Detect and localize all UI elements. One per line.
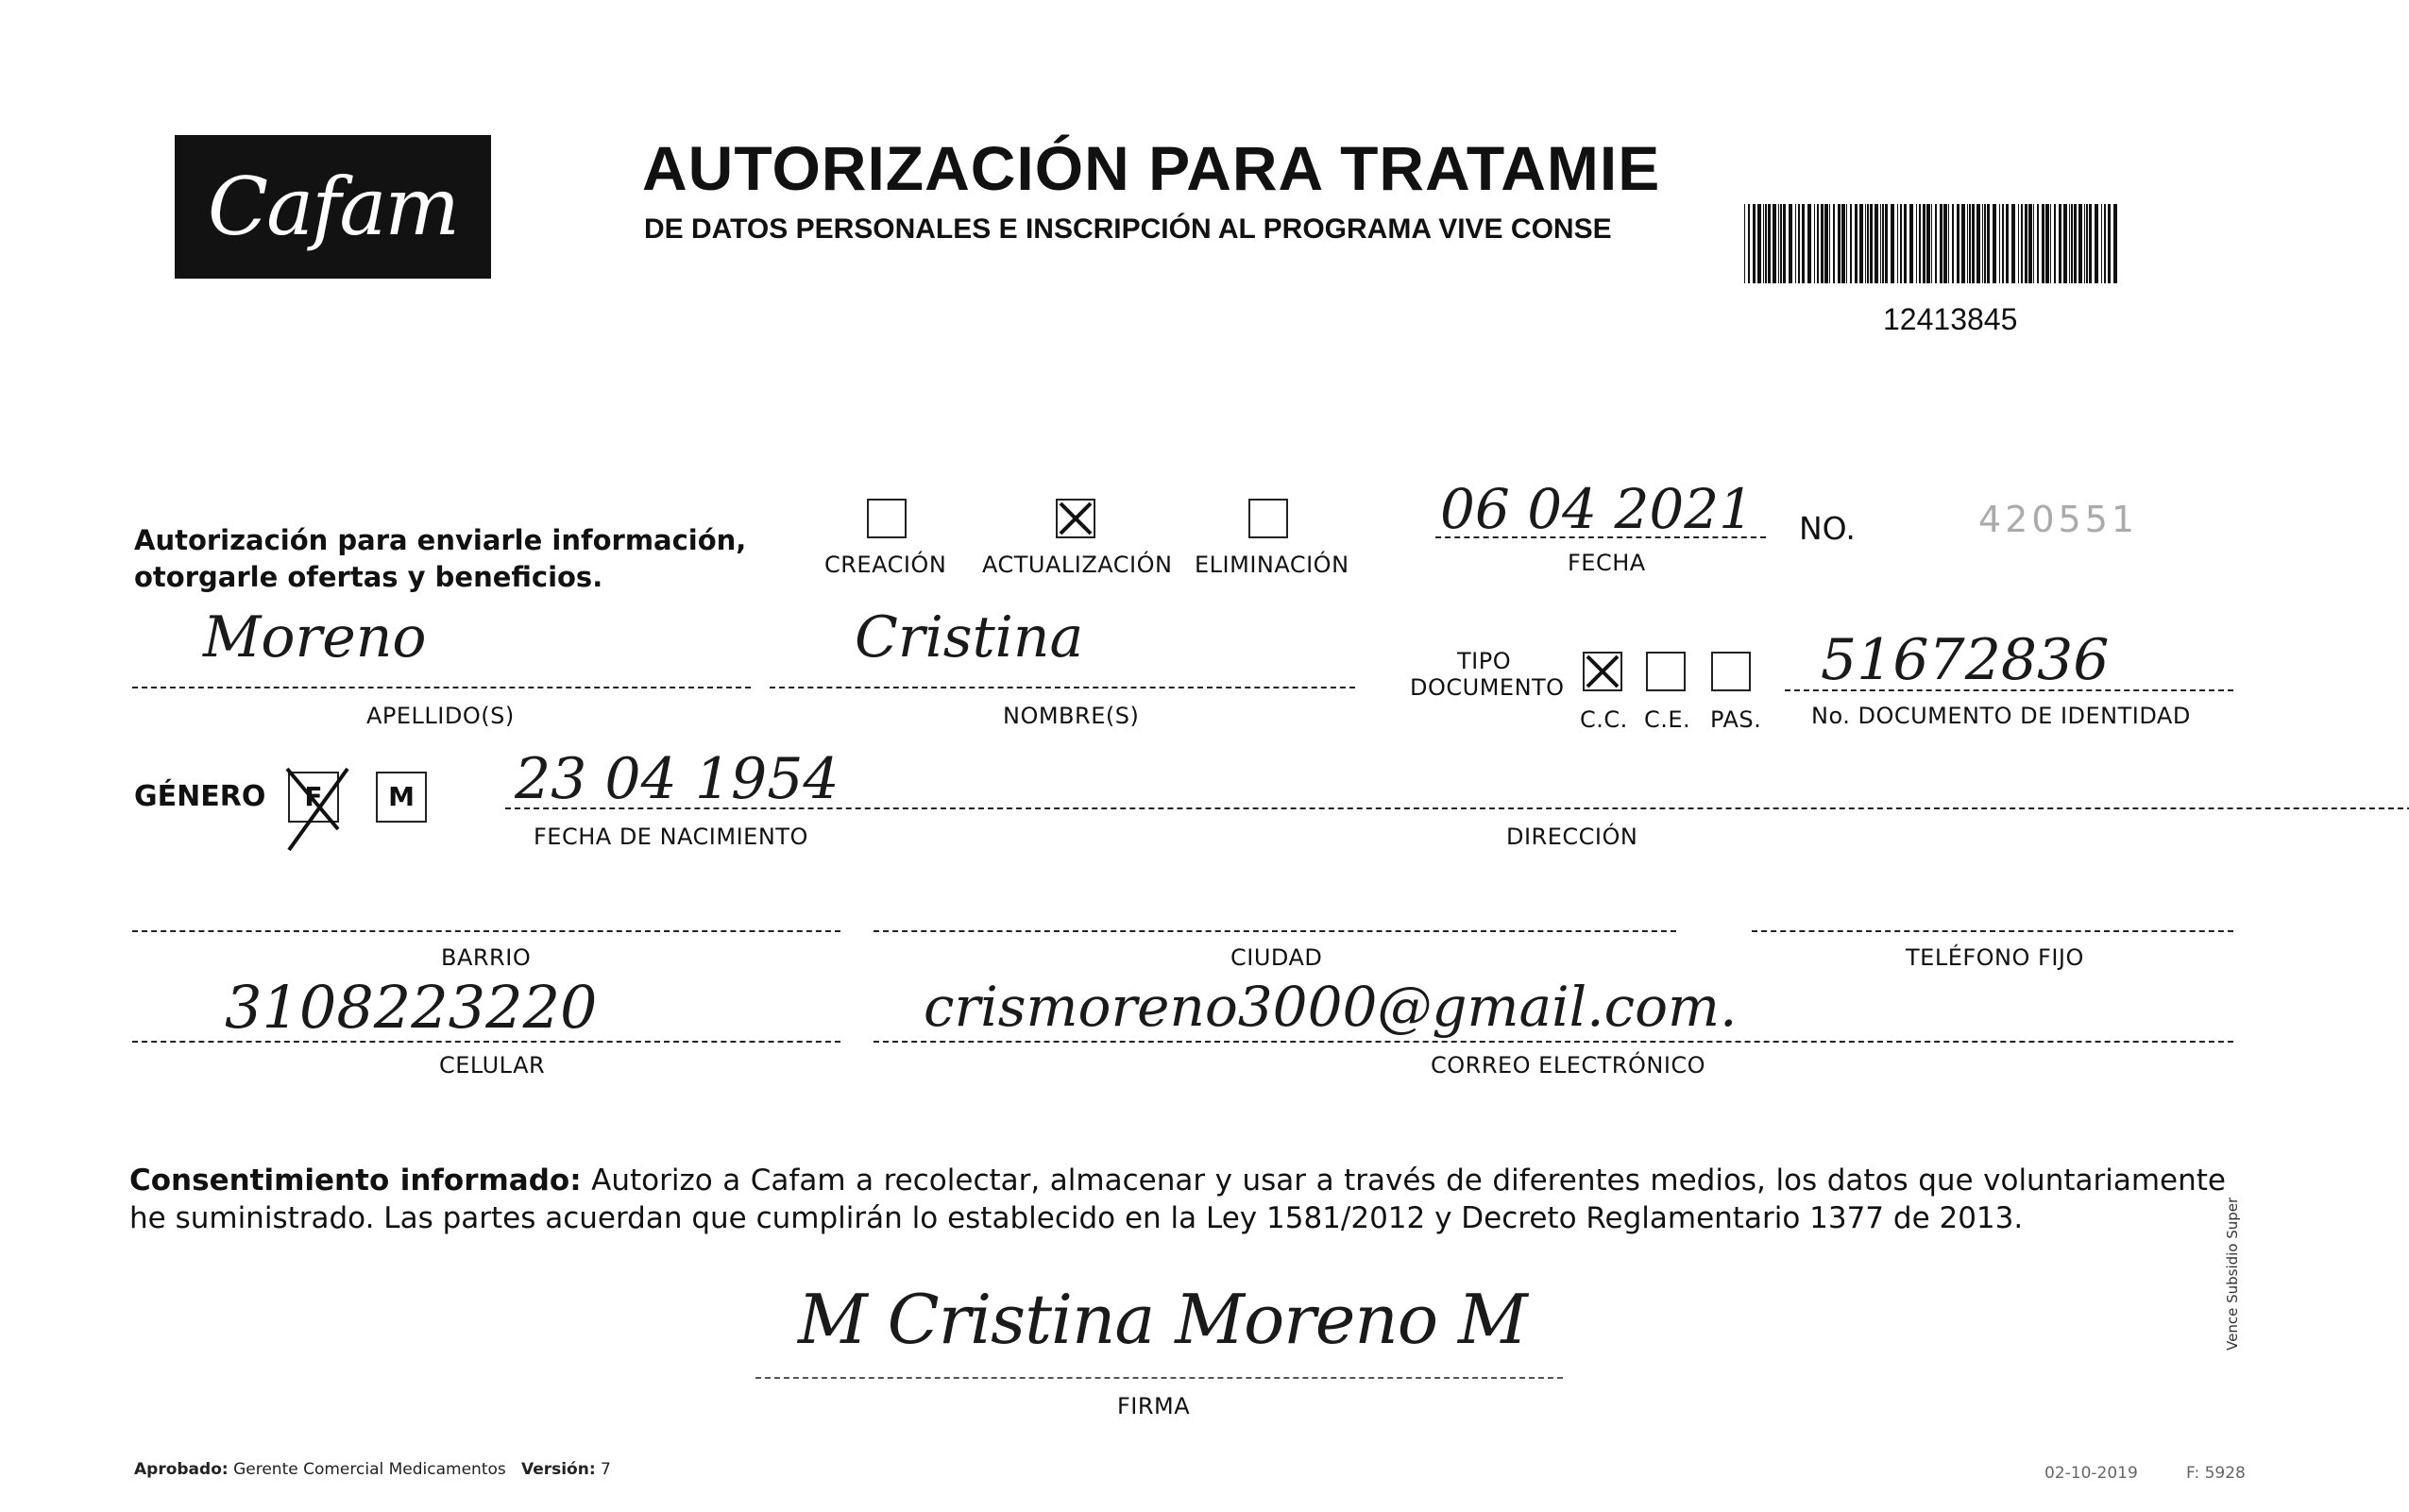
barcode-bar (2101, 204, 2102, 283)
barcode-bar (2037, 204, 2039, 283)
barcode-bar (1882, 204, 1884, 283)
barcode-bar (1900, 204, 1902, 283)
doc-number-line (1785, 689, 2233, 691)
barcode-bar (2018, 204, 2019, 283)
barcode-bar (1993, 204, 1996, 283)
barcode-bar (2069, 204, 2070, 283)
barcode-bar (1909, 204, 1913, 283)
check-mark-icon (1058, 501, 1094, 536)
consent-heading: Consentimiento informado: (129, 1164, 582, 1198)
barcode-bar (1795, 204, 1796, 283)
check-mark-icon (281, 763, 357, 854)
barcode-bar (2113, 204, 2117, 283)
approved-label: Aprobado: (134, 1460, 229, 1479)
logo-text: Cafam (207, 161, 459, 253)
barcode-bar (1926, 204, 1930, 283)
cc-label: C.C. (1580, 706, 1628, 733)
doc-number-label: No. DOCUMENTO DE IDENTIDAD (1811, 703, 2191, 729)
form-title: AUTORIZACIÓN PARA TRATAMIE (642, 133, 1661, 203)
version-label: Versión: (520, 1460, 596, 1479)
ce-checkbox[interactable] (1646, 652, 1686, 691)
barcode-bar (2089, 204, 2092, 283)
barcode-bar (1833, 204, 1835, 283)
barcode-bar (1838, 204, 1841, 283)
barcode-bar (1768, 204, 1771, 283)
barcode-bar (1865, 204, 1866, 283)
barcode-bar (2050, 204, 2051, 283)
gender-label: GÉNERO (134, 780, 266, 813)
barcode-bar (1957, 204, 1959, 283)
barcode (1742, 204, 2120, 283)
mobile-line (132, 1041, 840, 1043)
doc-number-value: 51672836 (1821, 627, 2110, 693)
version-value: 7 (601, 1460, 611, 1479)
barcode-bar (2054, 204, 2056, 283)
phone-label: TELÉFONO FIJO (1906, 944, 2084, 971)
barcode-bar (2086, 204, 2088, 283)
barcode-bar (1753, 204, 1756, 283)
surname-line (132, 687, 751, 688)
consent-text (129, 1162, 2226, 1237)
doc-type-label-1: TIPO (1457, 648, 1512, 674)
barcode-bar (2033, 204, 2034, 283)
form-subtitle: DE DATOS PERSONALES E INSCRIPCIÓN AL PROGRAMA VIVE CONSE (644, 213, 1612, 245)
barcode-bar (1931, 204, 1932, 283)
pas-checkbox[interactable] (1711, 652, 1751, 691)
barcode-bar (1798, 204, 1800, 283)
cafam-logo (175, 135, 491, 279)
ciudad-line (874, 930, 1676, 932)
barcode-bar (1969, 204, 1971, 283)
barcode-bar (1940, 204, 1942, 283)
birth-date-label: FECHA DE NACIMIENTO (534, 824, 808, 850)
date-line (1435, 536, 1766, 538)
barcode-bar (1850, 204, 1852, 283)
barcode-bar (2021, 204, 2023, 283)
barcode-bar (1763, 204, 1764, 283)
authorization-line-1: Autorización para enviarle información, (134, 524, 747, 556)
barcode-bar (1880, 204, 1881, 283)
ce-label: C.E. (1644, 706, 1691, 733)
barcode-bar (1897, 204, 1898, 283)
ciudad-label: CIUDAD (1230, 944, 1323, 971)
barcode-bar (2078, 204, 2082, 283)
form-number: 420551 (1978, 499, 2139, 540)
barcode-bar (2104, 204, 2106, 283)
barcode-bar (1943, 204, 1947, 283)
barcode-bar (1982, 204, 1983, 283)
creacion-label: CREACIÓN (824, 552, 947, 578)
barcode-bar (1744, 204, 1745, 283)
approved-value: Gerente Comercial Medicamentos (233, 1460, 506, 1479)
date-label: FECHA (1568, 550, 1646, 576)
signature-label: FIRMA (1117, 1393, 1191, 1419)
barcode-bar (1817, 204, 1819, 283)
barcode-bar (1778, 204, 1779, 283)
barcode-bar (1789, 204, 1792, 283)
barcode-bar (1867, 204, 1869, 283)
barcode-bar (1935, 204, 1937, 283)
barcode-bar (1875, 204, 1878, 283)
barcode-bar (1891, 204, 1894, 283)
birth-address-line (505, 807, 2409, 809)
authorization-line-2: otorgarle ofertas y beneficios. (134, 561, 603, 593)
mobile-value: 3108223220 (225, 973, 598, 1042)
signature-value: M Cristina Moreno M (798, 1280, 1527, 1359)
barcode-bar (1783, 204, 1786, 283)
actualizacion-label: ACTUALIZACIÓN (982, 552, 1173, 578)
barcode-bar (2063, 204, 2067, 283)
signature-line (755, 1377, 1563, 1379)
barcode-bar (1802, 204, 1805, 283)
barcode-bar (2045, 204, 2049, 283)
mobile-label: CELULAR (439, 1052, 546, 1079)
barcode-bar (1967, 204, 1968, 283)
barcode-bar (1855, 204, 1858, 283)
barrio-line (132, 930, 840, 932)
barcode-bar (1846, 204, 1847, 283)
name-label: NOMBRE(S) (1003, 703, 1140, 729)
barcode-bar (1824, 204, 1828, 283)
form-code: F: 5928 (2186, 1464, 2246, 1483)
barcode-bar (2042, 204, 2044, 283)
barcode-bar (1814, 204, 1815, 283)
barcode-bar (1923, 204, 1926, 283)
name-line (770, 687, 1355, 688)
birth-date-value: 23 04 1954 (515, 746, 840, 812)
barcode-bar (2071, 204, 2073, 283)
barcode-bar (1999, 204, 2000, 283)
consent-body: Autorizo a Cafam a recolectar, almacenar y usar a través de diferentes medios, los datos que voluntariamente he suministrado. Las partes acuerdan que cumplirán lo establecido en la Ley 1581/2012 y Decreto Reglamentario 1377 de 2013. (129, 1164, 2227, 1235)
barcode-bar (1807, 204, 1811, 283)
number-label: NO. (1799, 510, 1856, 547)
eliminacion-label: ELIMINACIÓN (1195, 552, 1349, 578)
surname-label: APELLIDO(S) (366, 703, 515, 729)
barcode-bar (1885, 204, 1888, 283)
gender-f-label: F (304, 781, 323, 812)
barcode-bar (1948, 204, 1949, 283)
barcode-bar (1821, 204, 1824, 283)
gender-m-label: M (388, 781, 415, 812)
gender-m-checkbox[interactable] (376, 772, 427, 823)
check-mark-icon (1585, 654, 1620, 689)
barcode-bar (1987, 204, 1990, 283)
barcode-bar (1757, 204, 1761, 283)
doc-type-label-2: DOCUMENTO (1410, 674, 1565, 701)
barcode-bar (1780, 204, 1782, 283)
barcode-bar (2084, 204, 2085, 283)
phone-line (1752, 930, 2233, 932)
address-label: DIRECCIÓN (1506, 824, 1638, 850)
date-code: 02-10-2019 (2044, 1464, 2138, 1483)
side-code: Vence Subsidio Super (2224, 1197, 2241, 1351)
barcode-bar (1976, 204, 1980, 283)
email-value: crismoreno3000@gmail.com. (924, 975, 1738, 1039)
actualizacion-checkbox[interactable] (1056, 499, 1095, 538)
barcode-number: 12413845 (1883, 302, 2018, 336)
barcode-bar (2025, 204, 2027, 283)
barcode-bar (1919, 204, 1921, 283)
pas-label: PAS. (1710, 706, 1762, 733)
email-line (874, 1041, 2233, 1043)
barcode-bar (1773, 204, 1776, 283)
barrio-label: BARRIO (441, 944, 532, 971)
barcode-bar (1984, 204, 1986, 283)
barcode-bar (1829, 204, 1830, 283)
barcode-bar (2002, 204, 2004, 283)
barcode-bar (2011, 204, 2015, 283)
barcode-bar (1952, 204, 1954, 283)
authorization-heading (134, 522, 746, 596)
barcode-bar (2095, 204, 2098, 283)
eliminacion-checkbox[interactable] (1248, 499, 1288, 538)
barcode-bar (2059, 204, 2061, 283)
barcode-bar (1904, 204, 1907, 283)
barcode-bar (1765, 204, 1767, 283)
approval-line (134, 1460, 611, 1479)
barcode-bar (1972, 204, 1975, 283)
barcode-bar (1859, 204, 1863, 283)
barcode-bar (2028, 204, 2032, 283)
barcode-bar (2074, 204, 2077, 283)
barcode-bar (1961, 204, 1965, 283)
cc-checkbox[interactable] (1583, 652, 1622, 691)
name-value: Cristina (855, 604, 1084, 671)
barcode-bar (1841, 204, 1845, 283)
date-value: 06 04 2021 (1440, 477, 1755, 541)
surname-value: Moreno (203, 604, 427, 671)
barcode-bar (1870, 204, 1873, 283)
barcode-bar (1916, 204, 1917, 283)
email-label: CORREO ELECTRÓNICO (1431, 1052, 1706, 1079)
creacion-checkbox[interactable] (867, 499, 907, 538)
barcode-bar (2006, 204, 2009, 283)
barcode-bar (1748, 204, 1750, 283)
barcode-bar (2108, 204, 2111, 283)
